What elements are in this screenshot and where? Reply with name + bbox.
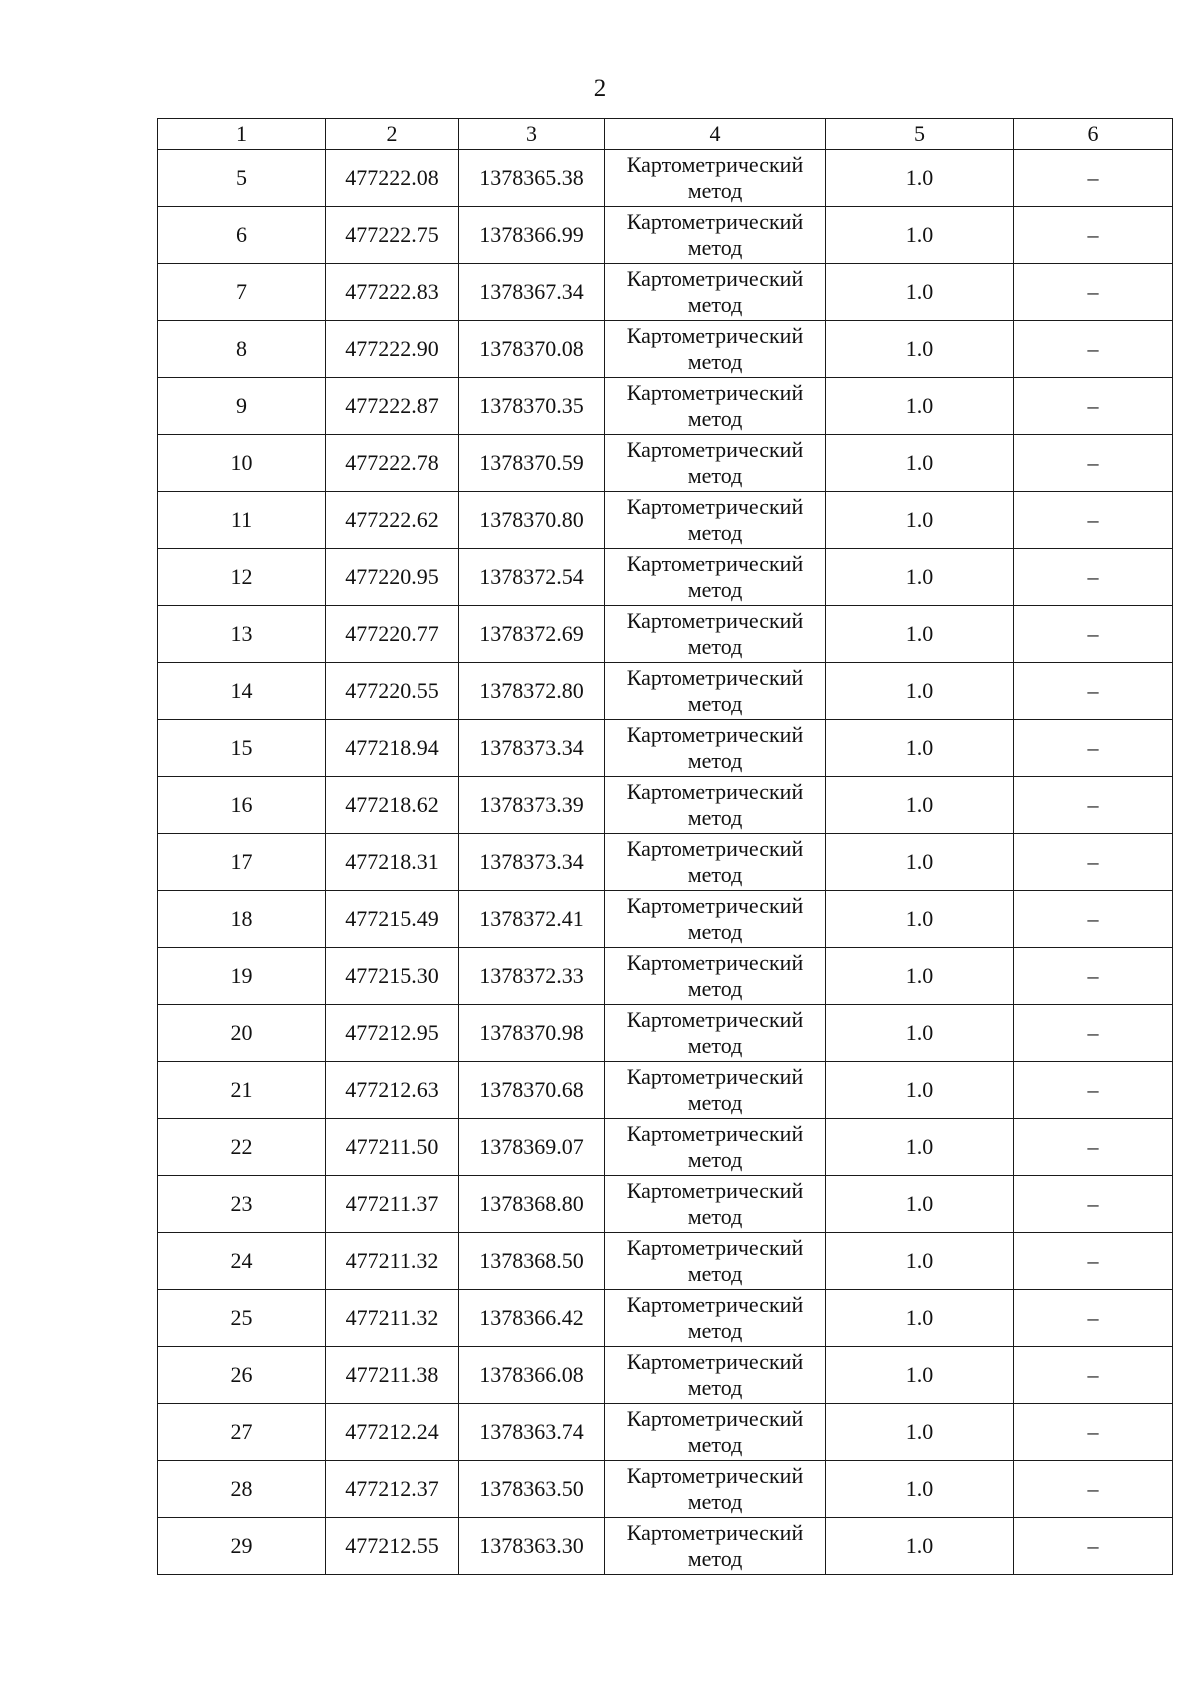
column-header-1: 1 [158,119,326,150]
y-coordinate-cell: 1378370.68 [459,1062,605,1119]
point-number-cell: 29 [158,1518,326,1575]
x-coordinate-cell: 477211.37 [326,1176,459,1233]
method-cell: Картометрический метод [605,1233,826,1290]
accuracy-cell: 1.0 [826,1290,1014,1347]
accuracy-cell: 1.0 [826,264,1014,321]
accuracy-cell: 1.0 [826,948,1014,1005]
y-coordinate-cell: 1378365.38 [459,150,605,207]
method-cell: Картометрический метод [605,1461,826,1518]
point-number-cell: 11 [158,492,326,549]
note-cell: – [1014,1518,1173,1575]
y-coordinate-cell: 1378370.08 [459,321,605,378]
method-cell: Картометрический метод [605,663,826,720]
accuracy-cell: 1.0 [826,549,1014,606]
y-coordinate-cell: 1378368.50 [459,1233,605,1290]
note-cell: – [1014,1404,1173,1461]
x-coordinate-cell: 477211.32 [326,1233,459,1290]
x-coordinate-cell: 477220.77 [326,606,459,663]
accuracy-cell: 1.0 [826,834,1014,891]
y-coordinate-cell: 1378373.39 [459,777,605,834]
y-coordinate-cell: 1378370.80 [459,492,605,549]
y-coordinate-cell: 1378373.34 [459,720,605,777]
x-coordinate-cell: 477220.55 [326,663,459,720]
page-number: 2 [593,75,607,102]
method-cell: Картометрический метод [605,1347,826,1404]
coordinates-table [157,118,1173,1575]
point-number-cell: 18 [158,891,326,948]
x-coordinate-cell: 477222.62 [326,492,459,549]
table-row [158,663,1173,720]
x-coordinate-cell: 477211.38 [326,1347,459,1404]
y-coordinate-cell: 1378370.35 [459,378,605,435]
method-cell: Картометрический метод [605,492,826,549]
table-row [158,834,1173,891]
table-row [158,1518,1173,1575]
x-coordinate-cell: 477212.63 [326,1062,459,1119]
accuracy-cell: 1.0 [826,777,1014,834]
method-cell: Картометрический метод [605,1119,826,1176]
table-row [158,1119,1173,1176]
method-cell: Картометрический метод [605,948,826,1005]
y-coordinate-cell: 1378363.50 [459,1461,605,1518]
table-row [158,207,1173,264]
table-row [158,1005,1173,1062]
accuracy-cell: 1.0 [826,492,1014,549]
column-header-5: 5 [826,119,1014,150]
point-number-cell: 6 [158,207,326,264]
table-row [158,1290,1173,1347]
accuracy-cell: 1.0 [826,720,1014,777]
point-number-cell: 5 [158,150,326,207]
accuracy-cell: 1.0 [826,891,1014,948]
method-cell: Картометрический метод [605,435,826,492]
x-coordinate-cell: 477222.78 [326,435,459,492]
note-cell: – [1014,1290,1173,1347]
table-row [158,1233,1173,1290]
column-header-6: 6 [1014,119,1173,150]
point-number-cell: 15 [158,720,326,777]
method-cell: Картометрический метод [605,891,826,948]
point-number-cell: 8 [158,321,326,378]
note-cell: – [1014,1461,1173,1518]
point-number-cell: 25 [158,1290,326,1347]
y-coordinate-cell: 1378363.74 [459,1404,605,1461]
x-coordinate-cell: 477212.95 [326,1005,459,1062]
table-row [158,1347,1173,1404]
point-number-cell: 22 [158,1119,326,1176]
table-row [158,1404,1173,1461]
accuracy-cell: 1.0 [826,1404,1014,1461]
point-number-cell: 12 [158,549,326,606]
y-coordinate-cell: 1378370.98 [459,1005,605,1062]
accuracy-cell: 1.0 [826,1347,1014,1404]
note-cell: – [1014,1176,1173,1233]
note-cell: – [1014,1005,1173,1062]
column-header-3: 3 [459,119,605,150]
x-coordinate-cell: 477211.50 [326,1119,459,1176]
x-coordinate-cell: 477218.62 [326,777,459,834]
x-coordinate-cell: 477222.87 [326,378,459,435]
point-number-cell: 9 [158,378,326,435]
x-coordinate-cell: 477212.37 [326,1461,459,1518]
accuracy-cell: 1.0 [826,1176,1014,1233]
method-cell: Картометрический метод [605,720,826,777]
x-coordinate-cell: 477222.08 [326,150,459,207]
y-coordinate-cell: 1378370.59 [459,435,605,492]
y-coordinate-cell: 1378366.42 [459,1290,605,1347]
x-coordinate-cell: 477215.30 [326,948,459,1005]
accuracy-cell: 1.0 [826,321,1014,378]
table-row [158,777,1173,834]
note-cell: – [1014,492,1173,549]
point-number-cell: 24 [158,1233,326,1290]
header-row [158,119,1173,150]
x-coordinate-cell: 477211.32 [326,1290,459,1347]
y-coordinate-cell: 1378367.34 [459,264,605,321]
table-row [158,891,1173,948]
note-cell: – [1014,891,1173,948]
x-coordinate-cell: 477212.24 [326,1404,459,1461]
table-row [158,549,1173,606]
table-row [158,606,1173,663]
method-cell: Картометрический метод [605,1518,826,1575]
table-row [158,435,1173,492]
table-row [158,492,1173,549]
table-row [158,720,1173,777]
method-cell: Картометрический метод [605,549,826,606]
y-coordinate-cell: 1378372.33 [459,948,605,1005]
y-coordinate-cell: 1378366.08 [459,1347,605,1404]
column-header-4: 4 [605,119,826,150]
note-cell: – [1014,606,1173,663]
accuracy-cell: 1.0 [826,1005,1014,1062]
point-number-cell: 16 [158,777,326,834]
y-coordinate-cell: 1378369.07 [459,1119,605,1176]
method-cell: Картометрический метод [605,834,826,891]
point-number-cell: 14 [158,663,326,720]
point-number-cell: 20 [158,1005,326,1062]
point-number-cell: 13 [158,606,326,663]
table-row [158,948,1173,1005]
x-coordinate-cell: 477218.94 [326,720,459,777]
note-cell: – [1014,720,1173,777]
x-coordinate-cell: 477220.95 [326,549,459,606]
note-cell: – [1014,948,1173,1005]
accuracy-cell: 1.0 [826,378,1014,435]
point-number-cell: 23 [158,1176,326,1233]
method-cell: Картометрический метод [605,1062,826,1119]
note-cell: – [1014,321,1173,378]
point-number-cell: 10 [158,435,326,492]
method-cell: Картометрический метод [605,1176,826,1233]
note-cell: – [1014,1233,1173,1290]
y-coordinate-cell: 1378372.54 [459,549,605,606]
x-coordinate-cell: 477215.49 [326,891,459,948]
x-coordinate-cell: 477222.90 [326,321,459,378]
table-row [158,1461,1173,1518]
accuracy-cell: 1.0 [826,435,1014,492]
y-coordinate-cell: 1378366.99 [459,207,605,264]
note-cell: – [1014,378,1173,435]
x-coordinate-cell: 477222.83 [326,264,459,321]
method-cell: Картометрический метод [605,1404,826,1461]
y-coordinate-cell: 1378363.30 [459,1518,605,1575]
accuracy-cell: 1.0 [826,663,1014,720]
table-row [158,378,1173,435]
table-row [158,264,1173,321]
note-cell: – [1014,207,1173,264]
method-cell: Картометрический метод [605,207,826,264]
table-header [158,119,1173,150]
point-number-cell: 27 [158,1404,326,1461]
accuracy-cell: 1.0 [826,1461,1014,1518]
point-number-cell: 28 [158,1461,326,1518]
method-cell: Картометрический метод [605,378,826,435]
note-cell: – [1014,777,1173,834]
table-row [158,1176,1173,1233]
point-number-cell: 19 [158,948,326,1005]
accuracy-cell: 1.0 [826,207,1014,264]
note-cell: – [1014,150,1173,207]
note-cell: – [1014,1347,1173,1404]
note-cell: – [1014,435,1173,492]
accuracy-cell: 1.0 [826,1119,1014,1176]
note-cell: – [1014,1119,1173,1176]
note-cell: – [1014,549,1173,606]
accuracy-cell: 1.0 [826,1062,1014,1119]
y-coordinate-cell: 1378373.34 [459,834,605,891]
accuracy-cell: 1.0 [826,1233,1014,1290]
point-number-cell: 26 [158,1347,326,1404]
table-row [158,150,1173,207]
note-cell: – [1014,663,1173,720]
note-cell: – [1014,264,1173,321]
table-body [158,150,1173,1575]
note-cell: – [1014,1062,1173,1119]
x-coordinate-cell: 477222.75 [326,207,459,264]
method-cell: Картометрический метод [605,1290,826,1347]
y-coordinate-cell: 1378368.80 [459,1176,605,1233]
method-cell: Картометрический метод [605,777,826,834]
y-coordinate-cell: 1378372.69 [459,606,605,663]
point-number-cell: 21 [158,1062,326,1119]
table-row [158,321,1173,378]
method-cell: Картометрический метод [605,321,826,378]
table-row [158,1062,1173,1119]
accuracy-cell: 1.0 [826,606,1014,663]
method-cell: Картометрический метод [605,150,826,207]
note-cell: – [1014,834,1173,891]
accuracy-cell: 1.0 [826,150,1014,207]
column-header-2: 2 [326,119,459,150]
point-number-cell: 17 [158,834,326,891]
x-coordinate-cell: 477212.55 [326,1518,459,1575]
accuracy-cell: 1.0 [826,1518,1014,1575]
method-cell: Картометрический метод [605,606,826,663]
y-coordinate-cell: 1378372.41 [459,891,605,948]
method-cell: Картометрический метод [605,264,826,321]
y-coordinate-cell: 1378372.80 [459,663,605,720]
method-cell: Картометрический метод [605,1005,826,1062]
point-number-cell: 7 [158,264,326,321]
x-coordinate-cell: 477218.31 [326,834,459,891]
